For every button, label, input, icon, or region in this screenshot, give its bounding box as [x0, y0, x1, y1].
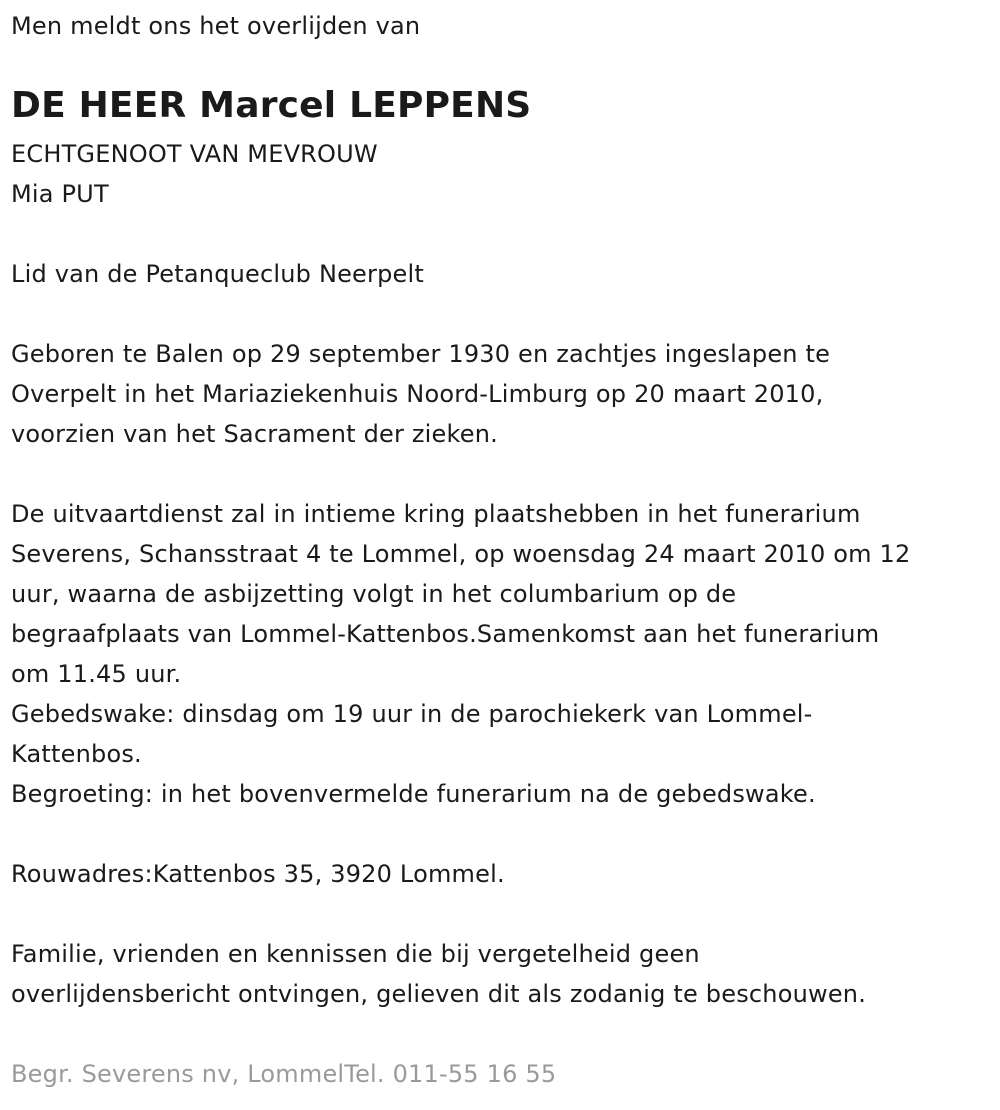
membership-block	[11, 254, 424, 294]
membership-text: Lid van de Petanqueclub Neerpelt	[11, 260, 424, 288]
prayer-vigil-line: Gebedswake: dinsdag om 19 uur in de parochiekerk van Lommel-	[11, 700, 813, 728]
paragraph-line: Familie, vrienden en kennissen die bij vergetelheid geen	[11, 940, 700, 968]
mourning-address-block	[11, 854, 505, 894]
paragraph-line: Overpelt in het Mariaziekenhuis Noord-Limburg op 20 maart 2010,	[11, 380, 824, 408]
paragraph-line: Severens, Schansstraat 4 te Lommel, op woensdag 24 maart 2010 om 12	[11, 540, 911, 568]
paragraph-line: De uitvaartdienst zal in intieme kring plaatshebben in het funerarium	[11, 500, 861, 528]
spouse-name: Mia PUT	[11, 180, 109, 208]
paragraph-line: om 11.45 uur.	[11, 660, 182, 688]
intro-text: Men meldt ons het overlijden van	[11, 12, 421, 40]
paragraph-line: uur, waarna de asbijzetting volgt in het columbarium op de	[11, 580, 737, 608]
paragraph-line: voorzien van het Sacrament der zieken.	[11, 420, 498, 448]
deceased-name: DE HEER Marcel LEPPENS	[11, 85, 532, 126]
paragraph-line: overlijdensbericht ontvingen, gelieven dit als zodanig te beschouwen.	[11, 980, 867, 1008]
funeral-home-footer: Begr. Severens nv, LommelTel. 011-55 16 55	[11, 1060, 557, 1088]
family-note-paragraph	[11, 934, 866, 1014]
paragraph-line: Geboren te Balen op 29 september 1930 en zachtjes ingeslapen te	[11, 340, 831, 368]
paragraph-line: Kattenbos.	[11, 740, 142, 768]
mourning-address: Rouwadres:Kattenbos 35, 3920 Lommel.	[11, 860, 505, 888]
spouse-line: ECHTGENOOT VAN MEVROUW	[11, 140, 378, 168]
birth-death-paragraph	[11, 334, 830, 454]
service-paragraph	[11, 494, 910, 814]
condolences-line: Begroeting: in het bovenvermelde funerarium na de gebedswake.	[11, 780, 816, 808]
paragraph-line: begraafplaats van Lommel-Kattenbos.Samenkomst aan het funerarium	[11, 620, 880, 648]
spouse-block	[11, 134, 378, 214]
